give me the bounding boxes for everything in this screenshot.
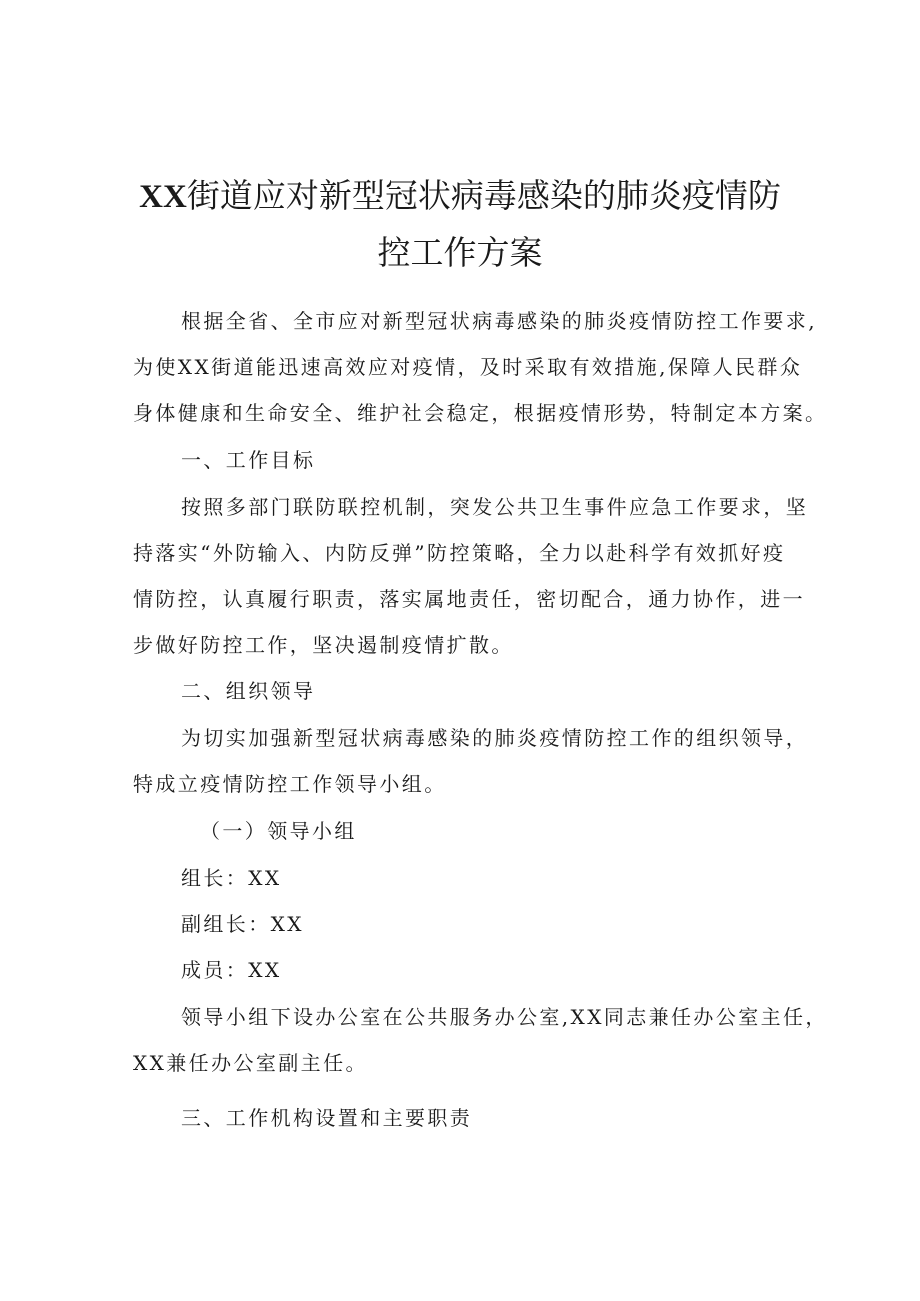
paragraph-line: 特成立疫情防控工作领导小组。 bbox=[133, 772, 447, 796]
paragraph-line: XX兼任办公室副主任。 bbox=[133, 1051, 368, 1075]
subsection-heading-group: （一）领导小组 bbox=[200, 819, 357, 843]
paragraph-line: 身体健康和生命安全、维护社会稳定，根据疫情形势，特制定本方案。 bbox=[133, 401, 828, 425]
document-title-line-1 bbox=[120, 176, 800, 217]
paragraph-line: 持落实“外防输入、内防反弹”防控策略，全力以赴科学有效抓好疫 bbox=[133, 541, 786, 565]
paragraph-line: 按照多部门联防联控机制，突发公共卫生事件应急工作要求，坚 bbox=[181, 495, 809, 519]
section-heading-leadership: 二、组织领导 bbox=[181, 679, 316, 703]
paragraph-line: 领导小组下设办公室在公共服务办公室,XX同志兼任办公室主任， bbox=[181, 1005, 828, 1029]
paragraph-line: 为切实加强新型冠状病毒感染的肺炎疫情防控工作的组织领导， bbox=[181, 726, 809, 750]
title-prefix: XX bbox=[139, 179, 187, 215]
paragraph-line: 情防控，认真履行职责，落实属地责任，密切配合，通力协作，进一 bbox=[133, 587, 805, 611]
member-leader: 组长：XX bbox=[181, 866, 282, 890]
member-deputy: 副组长：XX bbox=[181, 912, 304, 936]
paragraph-line: 为使XX街道能迅速高效应对疫情，及时采取有效措施,保障人民群众 bbox=[133, 355, 803, 379]
document-title-line-2: 控工作方案 bbox=[377, 233, 543, 272]
title-text: 街道应对新型冠状病毒感染的肺炎疫情防 bbox=[186, 176, 781, 215]
paragraph-line: 根据全省、全市应对新型冠状病毒感染的肺炎疫情防控工作要求, bbox=[181, 309, 817, 333]
section-heading-goal: 一、工作目标 bbox=[181, 448, 316, 472]
section-heading-structure: 三、工作机构设置和主要职责 bbox=[181, 1106, 473, 1130]
paragraph-line: 步做好防控工作，坚决遏制疫情扩散。 bbox=[133, 633, 514, 657]
member-members: 成员：XX bbox=[181, 958, 282, 982]
